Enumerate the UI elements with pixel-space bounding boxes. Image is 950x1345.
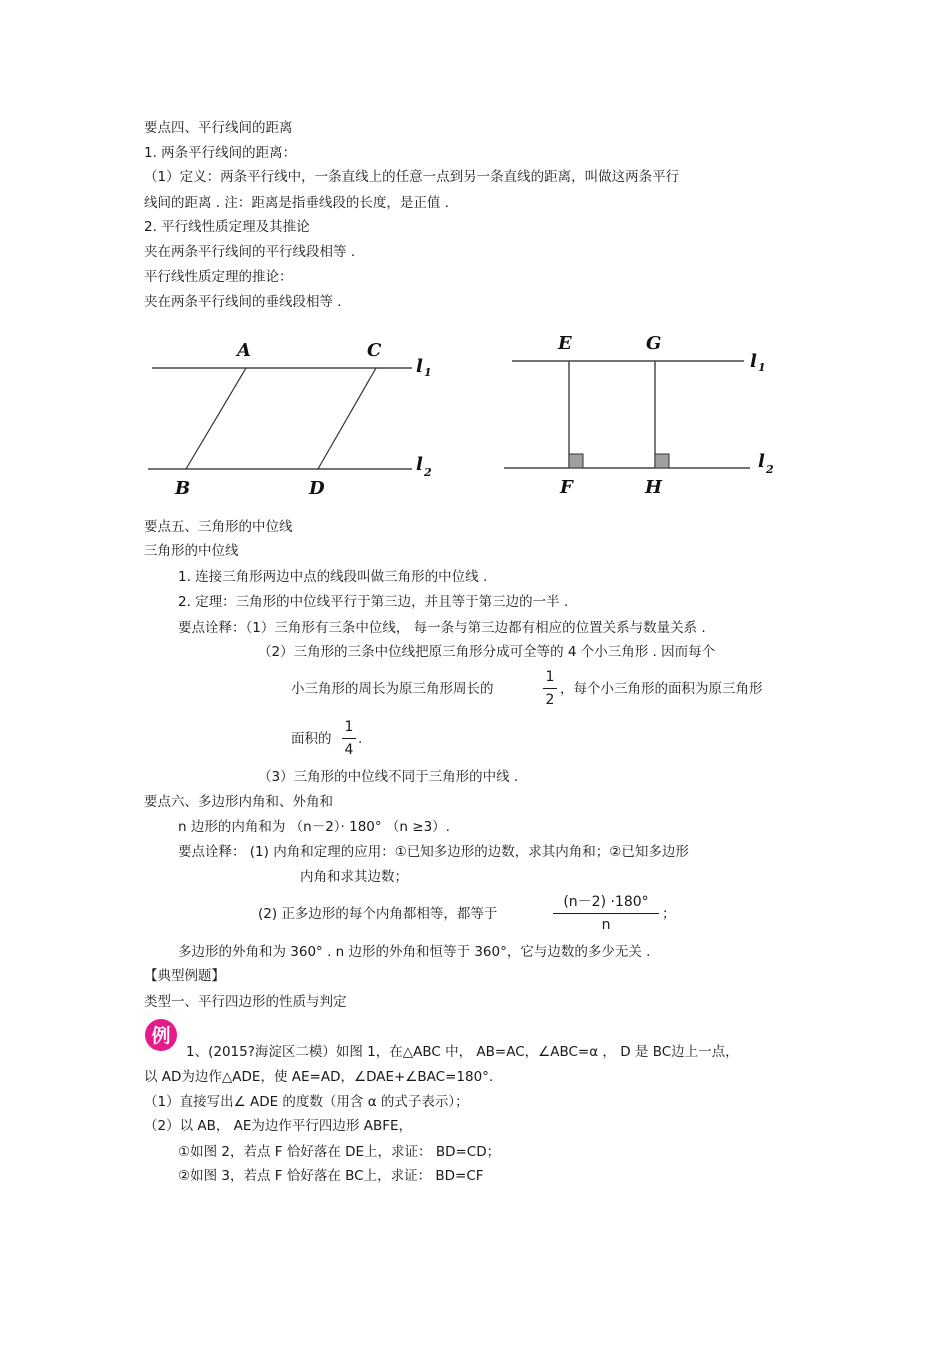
- fraction-numerator: (n－2) ·180°: [563, 894, 649, 910]
- midline-note2: （2）三角形的三条中位线把原三角形分成可全等的 4 个小三角形 . 因而每个: [258, 644, 716, 660]
- interior-angle-sum: n 边形的内角和为 （n－2）· 180° （n ≥3）.: [178, 819, 450, 835]
- midline-note5: （3）三角形的中位线不同于三角形的中线 .: [258, 769, 519, 785]
- question1-part2-case2: ②如图 3，若点 F 恰好落在 BC上，求证： BD=CF: [178, 1168, 484, 1184]
- label-E: E: [558, 333, 572, 354]
- fraction-denominator: n: [601, 917, 611, 933]
- label-A: A: [237, 340, 251, 361]
- label-D: D: [309, 478, 325, 499]
- label-H: H: [645, 477, 663, 498]
- definition-line1: （1）定义：两条平行线中，一条直线上的任意一点到另一条直线的距离，叫做这两条平行: [144, 169, 680, 185]
- section5-heading: 要点五、三角形的中位线: [144, 519, 293, 535]
- question1-line2: 以 AD为边作△ADE，使 AE=AD，∠DAE+∠BAC=180°.: [144, 1069, 494, 1085]
- fraction-one-quarter: [342, 718, 356, 759]
- label-l2-sub: 2: [766, 463, 774, 476]
- question1-part1: （1）直接写出∠ ADE 的度数（用含 α 的式子表示）；: [144, 1094, 469, 1110]
- fraction-denominator: 4: [344, 742, 354, 758]
- polygon-note1: 要点诠释： (1) 内角和定理的应用：①已知多边形的边数，求其内角和；②已知多边形: [178, 844, 689, 860]
- midline-definition: 1. 连接三角形两边中点的线段叫做三角形的中位线 .: [178, 569, 488, 585]
- midline-note1: 要点诠释：（1）三角形有三条中位线， 每一条与第三边都有相应的位置关系与数量关系 .: [178, 620, 706, 636]
- badge-label: 例: [151, 1025, 171, 1047]
- question1-part2-case1: ①如图 2，若点 F 恰好落在 DE上，求证： BD=CD；: [178, 1144, 501, 1160]
- midline-note3-end: ，每个小三角形的面积为原三角形: [560, 681, 763, 697]
- midline-theorem: 2. 定理：三角形的中位线平行于第三边，并且等于第三边的一半 .: [178, 594, 569, 610]
- label-l1: l: [750, 351, 757, 372]
- parallel-segments-figure: [140, 330, 460, 505]
- question1-line1: 1、(2015?海淀区二模）如图 1，在△ABC 中， AB=AC，∠ABC=α ， D 是 BC边上一点，: [186, 1044, 739, 1060]
- polygon-note2-end: ；: [662, 906, 676, 922]
- fraction-one-half: [543, 668, 557, 709]
- corollary-title: 平行线性质定理的推论：: [144, 269, 293, 285]
- label-l1-sub: 1: [758, 361, 766, 374]
- midline-title: 三角形的中位线: [144, 543, 239, 559]
- corollary-text: 夹在两条平行线间的垂线段相等 .: [144, 294, 342, 310]
- polygon-note1-cont: 内角和求其边数；: [300, 869, 408, 885]
- label-C: C: [367, 340, 382, 361]
- polygon-note2: (2) 正多边形的每个内角都相等，都等于: [258, 906, 498, 922]
- label-l1-sub: 1: [424, 366, 432, 379]
- label-l1: l: [416, 356, 423, 377]
- midline-note4-end: .: [358, 731, 363, 747]
- definition-line2: 线间的距离 . 注：距离是指垂线段的长度，是正值 .: [144, 195, 449, 211]
- section4-heading: 要点四、平行线间的距离: [144, 120, 293, 136]
- regular-polygon-angle-fraction: [553, 893, 659, 934]
- fraction-numerator: 1: [545, 669, 555, 685]
- exterior-angle-sum: 多边形的外角和为 360° . n 边形的外角和恒等于 360°，它与边数的多少无关 .: [178, 944, 651, 960]
- item-distance-title: 1. 两条平行线间的距离：: [144, 145, 297, 161]
- label-G: G: [646, 333, 662, 354]
- item-theorem-title: 2. 平行线性质定理及其推论: [144, 219, 310, 235]
- typical-examples-heading: 【典型例题】: [144, 968, 225, 984]
- example-badge-icon: [144, 1018, 178, 1052]
- section6-heading: 要点六、多边形内角和、外角和: [144, 794, 333, 810]
- perpendicular-segments-figure: [500, 325, 790, 505]
- fraction-numerator: 1: [344, 719, 354, 735]
- question1-part2: （2）以 AB， AE为边作平行四边形 ABFE，: [144, 1118, 413, 1134]
- label-l2: l: [758, 451, 765, 472]
- type1-heading: 类型一、平行四边形的性质与判定: [144, 994, 347, 1010]
- midline-note3-start: 小三角形的周长为原三角形周长的: [291, 681, 494, 697]
- midline-note4-start: 面积的: [291, 731, 332, 747]
- label-B: B: [175, 478, 191, 499]
- label-l2-sub: 2: [424, 466, 432, 479]
- fraction-denominator: 2: [545, 692, 555, 708]
- label-l2: l: [416, 454, 423, 475]
- label-F: F: [560, 477, 573, 498]
- theorem-text: 夹在两条平行线间的平行线段相等 .: [144, 244, 356, 260]
